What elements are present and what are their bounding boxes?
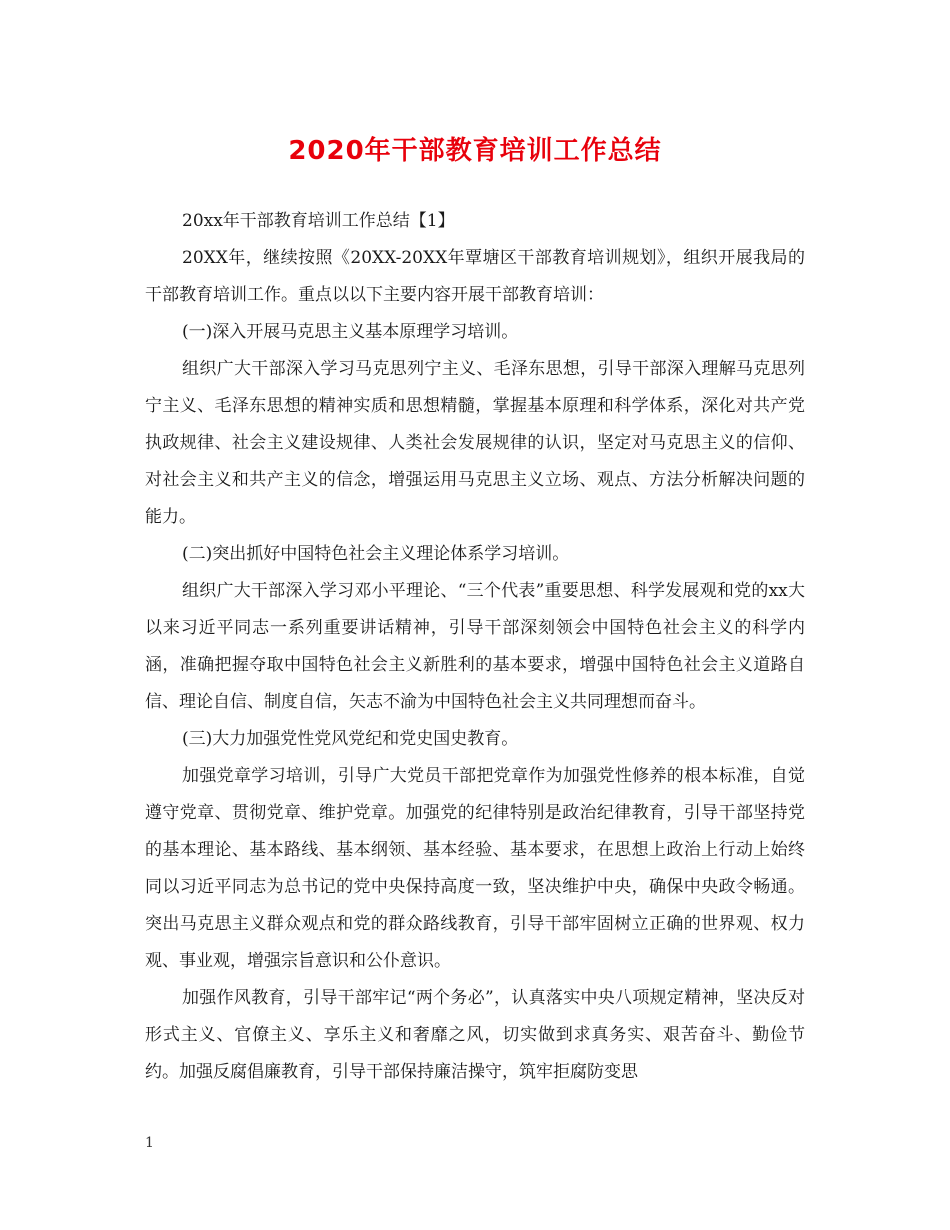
subsection-heading: (二)突出抓好中国特色社会主义理论体系学习培训。 [182,544,570,564]
page-number: 1 [145,1135,154,1151]
document-title: 2020年干部教育培训工作总结 [288,136,662,166]
body-paragraph: 加强党章学习培训，引导广大党员干部把党章作为加强党性修养的根本标准，自觉遵守党章、贯彻党章、维护党章。加强党的纪律特别是政治纪律教育，引导干部坚持党的基本理论、基本路线、基本纲领、基本经验、基本要求，在思想上政治上行动上始终同以习近平同志为总书记的党中央保持高度一致，坚决维护中央，确保中央政令畅通。突出马克思主义群众观点和党的群众路线教育，引导干部牢固树立正确的世界观、权力观、事业观，增强宗旨意识和公仆意识。 [145,766,805,971]
document-body [145,203,805,1091]
subsection-heading: (三)大力加强党性党风党纪和党史国史教育。 [182,729,519,749]
body-paragraph: 20XX年，继续按照《20XX-20XX年覃塘区干部教育培训规划》，组织开展我局的干部教育培训工作。重点以以下主要内容开展干部教育培训： [145,248,805,305]
section-heading: 20xx年干部教育培训工作总结【1】 [182,211,455,231]
body-paragraph: 加强作风教育，引导干部牢记“两个务必”，认真落实中央八项规定精神，坚决反对形式主义、官僚主义、享乐主义和奢靡之风，切实做到求真务实、艰苦奋斗、勤俭节约。加强反腐倡廉教育，引导干部保持廉洁操守，筑牢拒腐防变思 [145,988,805,1082]
body-paragraph: 组织广大干部深入学习马克思列宁主义、毛泽东思想，引导干部深入理解马克思列宁主义、毛泽东思想的精神实质和思想精髓，掌握基本原理和科学体系，深化对共产党执政规律、社会主义建设规律、人类社会发展规律的认识，坚定对马克思主义的信仰、对社会主义和共产主义的信念，增强运用马克思主义立场、观点、方法分析解决问题的能力。 [145,359,805,527]
subsection-heading: (一)深入开展马克思主义基本原理学习培训。 [182,322,519,342]
body-paragraph: 组织广大干部深入学习邓小平理论、“三个代表”重要思想、科学发展观和党的xx大以来习近平同志一系列重要讲话精神，引导干部深刻领会中国特色社会主义的科学内涵，准确把握夺取中国特色社会主义新胜利的基本要求，增强中国特色社会主义道路自信、理论自信、制度自信，矢志不渝为中国特色社会主义共同理想而奋斗。 [145,581,805,712]
